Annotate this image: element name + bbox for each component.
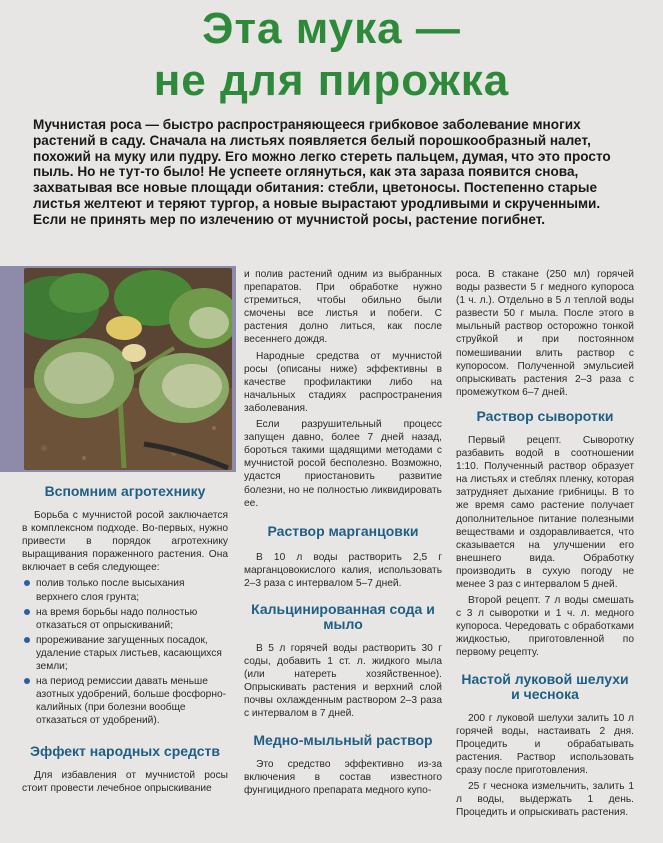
copper-soap-continued: роса. В стакане (250 мл) горячей воды развести 5 г медного купороса (1 ч. л.). Отдельно в 5 л теплой воды развести 50 г мыла. После этого в мыльный раствор осторожно тонкой струйкой и при постоянном помешивании влить раствор с купоросом. Полученной эмульсией опрыскивать растения 2–3 раза с промежутком 6–7 дней. — [456, 269, 634, 398]
late-stage-note: Если разрушительный процесс запущен давно, более 7 дней назад, бороться такими щадящими методами с мучнистой росой бесполезно. Возможно, удастся приостановить развитие болезни, но не полностью ликвидировать ее. — [244, 419, 442, 509]
lead-paragraph: Мучнистая роса — быстро распространяющееся грибковое заболевание многих растений в саду. Сначала на листьях появляется белый порошкообразный налет, похожий на муку или пудру. Его можно легко стереть пальцем, думая, что это просто пыль. Но не тут-то было! Не успеете оглянуться, как эта зараза появится снова, захватывая все новые площади обитания: стебли, цветоносы. Постепенно старые листья желтеют и теряют тургор, а новые вырастают уродливыми и скрученными. Если не принять мер по излечению от мучнистой росы, растение погибнет. — [33, 117, 611, 227]
subheading-onion-garlic: Настой луковой шелухи и чеснока — [461, 670, 629, 702]
whey-recipe-1: Первый рецепт. Сыворотку разбавить водой в соотношении 1:10. Полученный раствор образует на листьях и стеблях пленку, которая затрудняет дыхание грибницы. В то же время само растение получает дополнительное питание полезными веществами и оздоравливается, что сказывается на улучшении его внешнего вида. Обработку производить в сухую погоду не менее 3 раз с интервалом 5 дней. — [456, 434, 634, 590]
column-2 — [244, 268, 442, 800]
treatment-text: и полив растений одним из выбранных препаратов. При обработке нужно стремиться, чтобы обильно были смочены все листья и побеги. С растения долно литься, как после весеннего дождя. — [244, 269, 442, 346]
subheading-whey: Раствор сыворотки — [476, 407, 614, 424]
headline-line-1: Эта мука — — [202, 4, 461, 53]
folk-remedies-text: Для избавления от мучнистой росы стоит провести лечебное опрыскивание — [22, 769, 228, 794]
whey-recipe-2: Второй рецепт. 7 л воды смешать с 3 л сыворотки и 1 ч. л. медного купороса. Чередовать с обработками жидкостью, приготовленной по первому рецепту. — [456, 595, 634, 659]
list-item: на период ремиссии давать меньше азотных удобрений, больше фосфорно-калийных (при болезни вообще отказаться от удобрений). — [22, 675, 228, 727]
headline-line-2: не для пирожка — [153, 56, 510, 105]
list-item: полив только после высыхания верхнего слоя грунта; — [22, 577, 228, 603]
subheading-copper-soap: Медно-мыльный раствор — [253, 731, 433, 748]
soda-soap-text: В 5 л горячей воды растворить 30 г соды, добавить 1 ст. л. жидкого мыла (или натереть хозяйственное). Опрыскивать растения и верхний слой почвы охлажденным раствором 2–3 раза с интервалом в 7 дней. — [244, 642, 442, 720]
zucchini-plant-photo — [24, 268, 232, 470]
column-1 — [22, 484, 228, 798]
column-3 — [456, 268, 634, 822]
onion-recipe: 200 г луковой шелухи залить 10 л горячей воды, настаивать 2 дня. Процедить и обрабатывать растения. Раствор использовать сразу после приготовления. — [456, 712, 634, 776]
folk-remedies-note: Народные средства от мучнистой росы (описаны ниже) эффективны в качестве профилактики либо на начальных стадиях распространения заболевания. — [244, 350, 442, 414]
garlic-recipe: 25 г чеснока измельчить, залить 1 л воды, выдержать 1 день. Процедить и опрыскивать растения. — [456, 781, 634, 819]
agrotechnics-intro: Борьба с мучнистой росой заключается в комплексном подходе. Во-первых, нужно привести в порядок агротехнику выращивания пораженного растения. Она включает в себя следующее: — [22, 510, 228, 574]
subheading-soda-soap: Кальцинированная сода и мыло — [251, 600, 435, 632]
subheading-manganese: Раствор марганцовки — [267, 522, 419, 539]
subheading-agrotechnics: Вспомним агротехнику — [44, 483, 206, 499]
subheading-folk-remedies: Эффект народных средств — [29, 742, 221, 759]
list-item: прореживание загущенных посадок, удаление старых листьев, касающихся земли; — [22, 634, 228, 673]
agrotechnics-list — [22, 577, 228, 727]
copper-soap-text: Это средство эффективно из-за включения в состав известного фунгицидного препарата медного купо- — [244, 758, 442, 796]
list-item: на время борьбы надо полностью отказаться от опрыскиваний; — [22, 606, 228, 632]
manganese-text: В 10 л воды растворить 2,5 г марганцовокислого калия, использовать 2–3 раза с интервалом 5–7 дней. — [244, 551, 442, 589]
